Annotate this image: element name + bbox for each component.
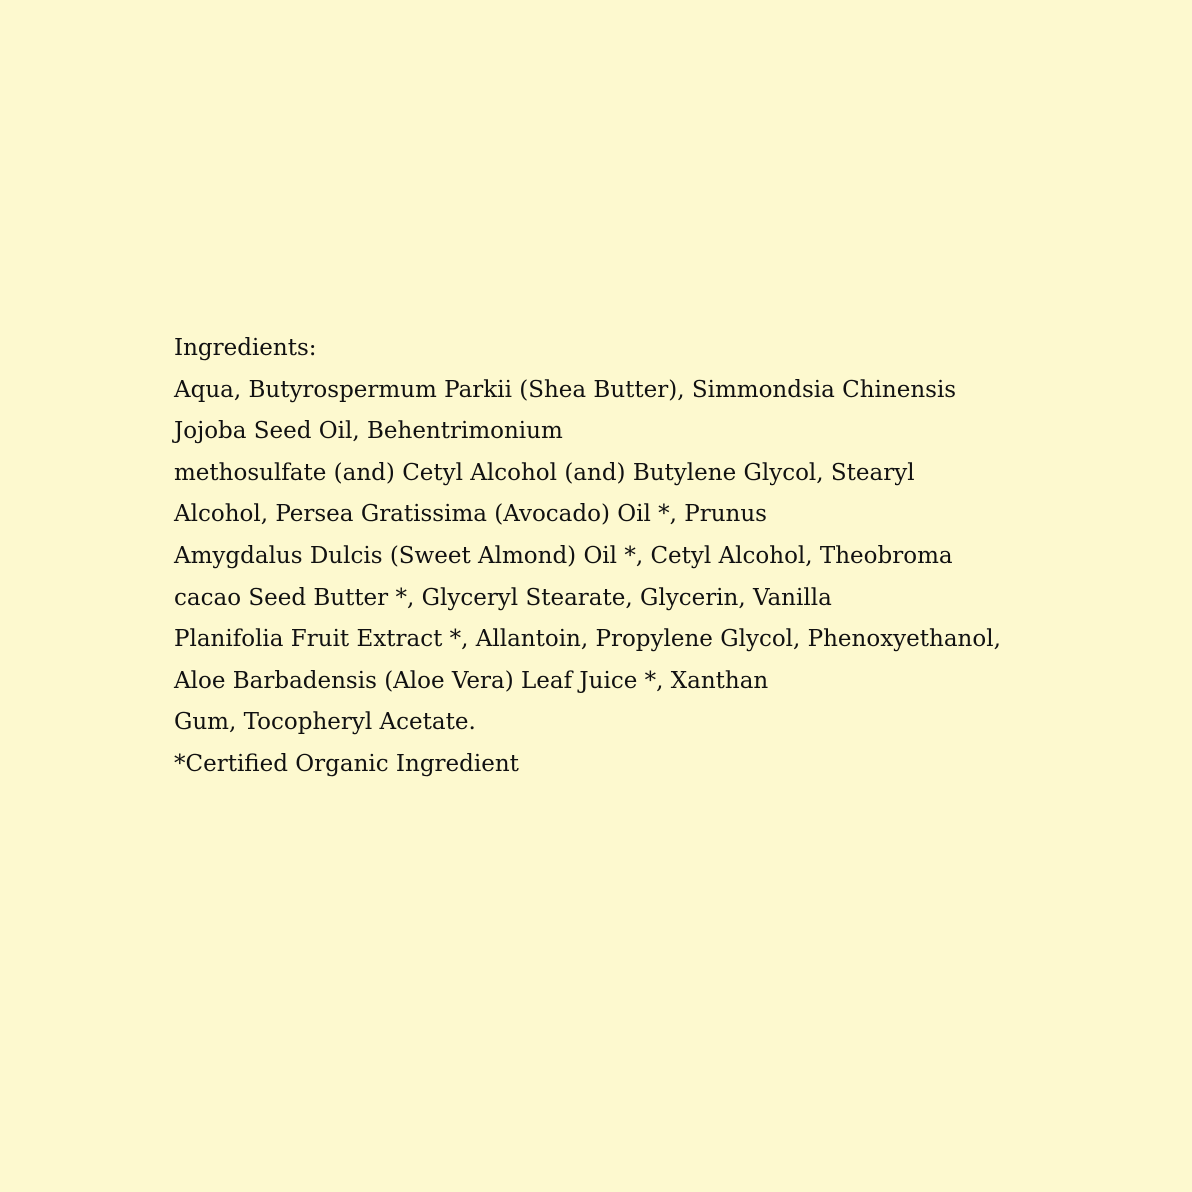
ingredients-line-6: cacao Seed Butter *, Glyceryl Stearate, Glycerin, Vanilla — [174, 584, 832, 611]
ingredients-line-7: Planifolia Fruit Extract *, Allantoin, Propylene Glycol, Phenoxyethanol, — [174, 626, 1001, 653]
ingredients-line-8: Aloe Barbadensis (Aloe Vera) Leaf Juice *, Xanthan — [174, 667, 769, 694]
ingredients-heading: Ingredients: — [174, 335, 317, 361]
ingredients-line-2: Jojoba Seed Oil, Behentrimonium — [174, 418, 563, 445]
ingredients-line-9: Gum, Tocopheryl Acetate. — [174, 709, 476, 736]
ingredients-block — [174, 328, 1134, 786]
organic-footnote: *Certified Organic Ingredient — [174, 750, 519, 777]
ingredients-line-4: Alcohol, Persea Gratissima (Avocado) Oil *, Prunus — [174, 501, 767, 528]
ingredients-line-1: Aqua, Butyrospermum Parkii (Shea Butter), Simmondsia Chinensis — [174, 376, 957, 403]
ingredients-line-5: Amygdalus Dulcis (Sweet Almond) Oil *, Cetyl Alcohol, Theobroma — [174, 542, 953, 569]
ingredients-line-3: methosulfate (and) Cetyl Alcohol (and) Butylene Glycol, Stearyl — [174, 459, 915, 486]
